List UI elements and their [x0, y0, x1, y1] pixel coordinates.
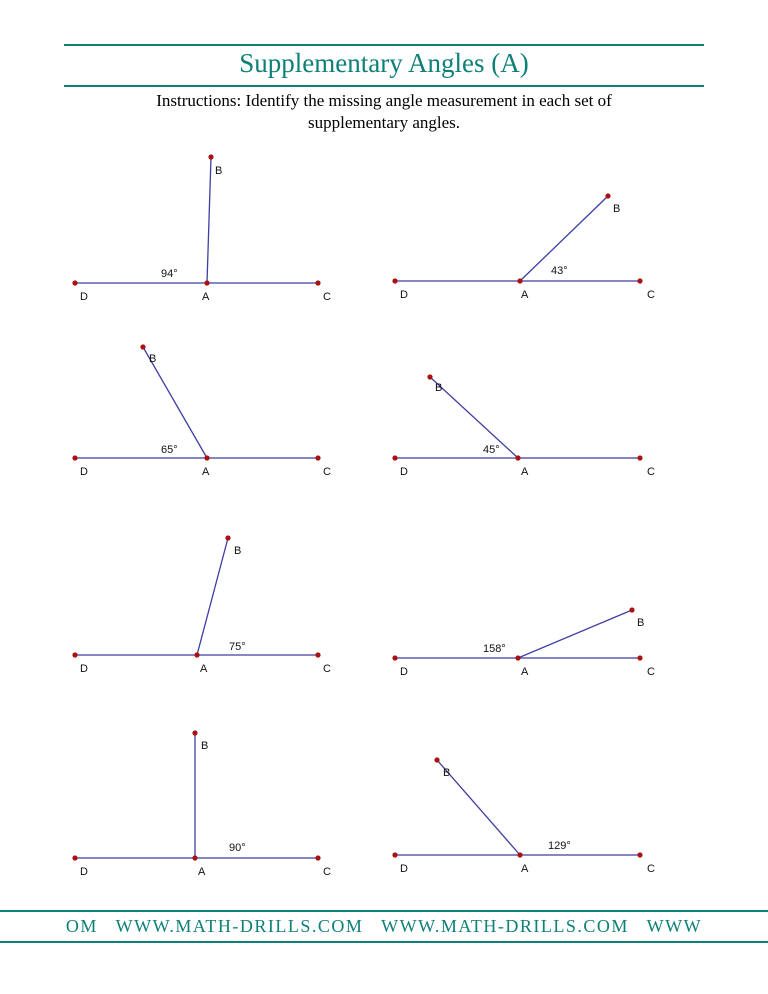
point-label-a: A: [200, 663, 208, 675]
angle-label: 45°: [483, 444, 500, 456]
point-label-a: A: [521, 863, 529, 875]
point-label-b: B: [613, 203, 621, 215]
point-dot: [392, 852, 397, 857]
point-dot: [392, 278, 397, 283]
angle-label: 90°: [229, 842, 246, 854]
point-label-d: D: [400, 466, 408, 478]
angle-ray-AB: [197, 538, 228, 655]
point-label-b: B: [149, 353, 157, 365]
point-dot: [72, 652, 77, 657]
point-label-c: C: [647, 289, 655, 301]
diagram-4: [392, 374, 655, 478]
point-label-d: D: [80, 466, 88, 478]
point-dot: [225, 535, 230, 540]
footer-text: OM WWW.MATH-DRILLS.COM WWW.MATH-DRILLS.COM WWW: [65, 916, 703, 936]
point-dot: [315, 855, 320, 860]
footer-rule-top: [0, 910, 768, 912]
point-dot: [194, 652, 199, 657]
point-dot: [315, 455, 320, 460]
point-label-d: D: [80, 291, 88, 303]
diagram-5: [72, 535, 331, 675]
angle-label: 43°: [551, 265, 568, 277]
point-label-b: B: [435, 382, 443, 394]
point-dot: [637, 852, 642, 857]
point-label-b: B: [201, 740, 209, 752]
point-label-a: A: [521, 666, 529, 678]
point-label-b: B: [637, 617, 645, 629]
point-label-c: C: [647, 466, 655, 478]
angle-label: 94°: [161, 268, 178, 280]
angle-label: 75°: [229, 641, 246, 653]
point-dot: [204, 280, 209, 285]
diagram-8: [392, 757, 655, 875]
point-dot: [517, 278, 522, 283]
point-label-a: A: [202, 466, 210, 478]
angle-ray-AB: [518, 610, 632, 658]
instructions-line-1: Instructions: Identify the missing angle measurement in each set of: [156, 91, 612, 110]
point-label-d: D: [400, 666, 408, 678]
point-dot: [72, 855, 77, 860]
point-dot: [208, 154, 213, 159]
point-dot: [392, 455, 397, 460]
point-dot: [192, 855, 197, 860]
angle-label: 65°: [161, 444, 178, 456]
page-title: Supplementary Angles (A): [239, 48, 529, 78]
point-dot: [637, 655, 642, 660]
point-dot: [637, 278, 642, 283]
point-dot: [605, 193, 610, 198]
point-label-d: D: [400, 289, 408, 301]
point-label-a: A: [198, 866, 206, 878]
point-dot: [637, 455, 642, 460]
footer-rule-bottom: [0, 941, 768, 943]
diagram-3: [72, 344, 331, 478]
diagram-2: [392, 193, 655, 301]
point-label-d: D: [400, 863, 408, 875]
point-label-c: C: [647, 666, 655, 678]
point-dot: [315, 280, 320, 285]
instructions-line-2: supplementary angles.: [307, 113, 460, 132]
point-label-c: C: [323, 663, 331, 675]
point-dot: [517, 852, 522, 857]
point-label-b: B: [443, 767, 451, 779]
point-label-c: C: [647, 863, 655, 875]
point-dot: [315, 652, 320, 657]
point-dot: [192, 730, 197, 735]
point-label-d: D: [80, 866, 88, 878]
angle-ray-AB: [207, 157, 211, 283]
point-label-c: C: [323, 291, 331, 303]
point-label-c: C: [323, 866, 331, 878]
point-dot: [72, 280, 77, 285]
point-dot: [434, 757, 439, 762]
point-label-c: C: [323, 466, 331, 478]
diagram-7: [72, 730, 331, 878]
angle-ray-AB: [430, 377, 518, 458]
point-dot: [204, 455, 209, 460]
point-label-a: A: [202, 291, 210, 303]
angle-label: 129°: [548, 840, 571, 852]
point-dot: [427, 374, 432, 379]
point-label-b: B: [215, 165, 223, 177]
point-label-d: D: [80, 663, 88, 675]
point-dot: [140, 344, 145, 349]
diagram-1: [72, 154, 331, 303]
point-label-a: A: [521, 466, 529, 478]
angle-label: 158°: [483, 643, 506, 655]
point-label-a: A: [521, 289, 529, 301]
point-dot: [72, 455, 77, 460]
point-dot: [629, 607, 634, 612]
diagram-6: [392, 607, 655, 678]
point-label-b: B: [234, 545, 242, 557]
point-dot: [515, 455, 520, 460]
point-dot: [515, 655, 520, 660]
point-dot: [392, 655, 397, 660]
